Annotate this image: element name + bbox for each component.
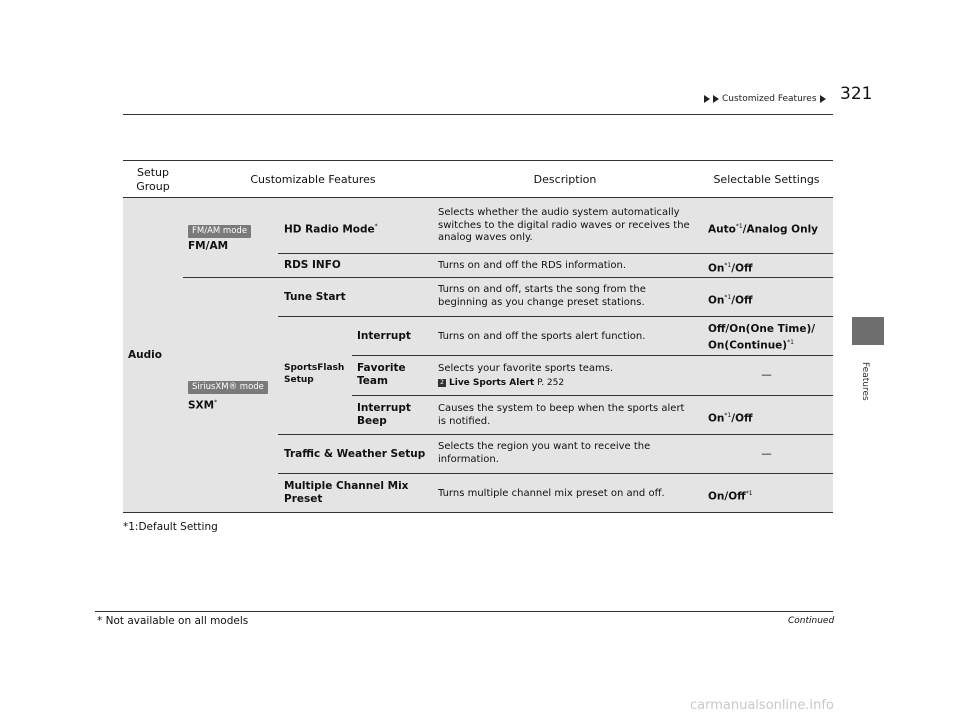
tune-start-settings [708, 291, 753, 308]
setting-separator: / [731, 412, 736, 425]
footnote-mark: *1 [787, 339, 794, 346]
column-header-line: Group [136, 180, 170, 193]
traffic-weather-description: Selects the region you want to receive the information. [438, 441, 651, 465]
column-header-features: Customizable Features [250, 173, 376, 186]
footer-rule [95, 611, 833, 612]
header-rule [123, 114, 833, 115]
row-divider [352, 395, 833, 396]
interrupt-description: Turns on and off the sports alert function. [438, 331, 646, 342]
tune-start-description: Turns on and off, starts the song from the beginning as you change preset stations. [438, 284, 646, 308]
interrupt-beep-settings [708, 409, 753, 426]
footer-availability-note: * Not available on all models [97, 615, 249, 627]
row-divider [278, 434, 833, 435]
column-header-settings: Selectable Settings [713, 173, 820, 186]
column-header-setup-group [123, 166, 183, 194]
reference-link[interactable]: Live Sports Alert [449, 377, 535, 388]
breadcrumb-label[interactable]: Customized Features [722, 94, 817, 104]
breadcrumb [704, 94, 826, 104]
footnote-mark: * [214, 399, 218, 406]
breadcrumb-arrow-icon [713, 95, 719, 103]
footnote-mark: *1 [724, 262, 732, 269]
siriusxm-mode-badge: SiriusXM® mode [188, 381, 268, 394]
section-tab [852, 317, 884, 345]
table-header-rule [123, 197, 833, 198]
sxm-label [188, 396, 217, 413]
row-divider [278, 316, 833, 317]
feature-label-line: Interrupt [357, 402, 411, 414]
row-divider [278, 253, 833, 254]
sportsflash-label-line: Setup [284, 375, 314, 385]
feature-label: HD Radio Mode [284, 223, 375, 236]
traffic-weather-settings: — [761, 448, 772, 460]
row-divider [352, 355, 833, 356]
setting-value: Analog Only [746, 223, 819, 236]
interrupt-beep-description: Causes the system to beep when the sports alert is notified. [438, 403, 685, 427]
setting-value: Off [735, 262, 753, 275]
interrupt-feature: Interrupt [357, 330, 411, 342]
favorite-team-feature [357, 362, 406, 388]
feature-label-line: Preset [284, 493, 323, 505]
reference-arrow-icon: 2 [438, 379, 446, 387]
footnote-mark: *1 [735, 223, 743, 230]
continued-label: Continued [788, 616, 835, 626]
breadcrumb-arrow-icon [704, 95, 710, 103]
traffic-weather-feature: Traffic & Weather Setup [284, 448, 426, 460]
reference-page: P. 252 [537, 377, 565, 388]
setting-separator: / [731, 262, 736, 275]
footnote-mark: *1 [745, 490, 753, 497]
column-header-description: Description [533, 173, 597, 186]
setting-value: Off [735, 294, 753, 307]
row-divider [183, 277, 833, 278]
setting-value: On [708, 490, 725, 503]
setting-value: Off [728, 490, 746, 503]
rds-info-description: Turns on and off the RDS information. [438, 260, 627, 271]
row-divider [278, 473, 833, 474]
setting-value: On [708, 294, 725, 307]
hd-radio-mode-feature [284, 220, 378, 237]
favorite-team-settings: — [761, 369, 772, 381]
interrupt-settings [708, 323, 815, 353]
group-label-audio: Audio [128, 349, 162, 361]
feature-label-line: Favorite [357, 362, 406, 374]
footnote-mark: *1 [724, 294, 732, 301]
feature-label-line: Multiple Channel Mix [284, 480, 409, 492]
favorite-team-description [438, 363, 613, 389]
cross-reference[interactable] [438, 377, 613, 390]
setting-separator: / [731, 294, 736, 307]
sportsflash-label-line: SportsFlash [284, 363, 345, 373]
fm-am-label: FM/AM [188, 240, 229, 252]
page-number: 321 [840, 84, 873, 104]
section-tab-label: Features [860, 362, 870, 401]
interrupt-beep-feature [357, 402, 411, 428]
setting-value: Auto [708, 223, 736, 236]
multiple-channel-mix-settings [708, 487, 753, 504]
default-setting-footnote: *1:Default Setting [123, 521, 218, 533]
sxm-label-text: SXM [188, 399, 215, 412]
setting-value: On [708, 412, 725, 425]
tune-start-feature: Tune Start [284, 291, 346, 303]
column-header-line: Setup [136, 166, 170, 179]
breadcrumb-arrow-icon [820, 95, 826, 103]
setting-separator: / [742, 223, 747, 236]
setting-value: On(Continue) [708, 339, 788, 352]
setting-value: On [708, 262, 725, 275]
rds-info-settings [708, 259, 753, 276]
footnote-mark: *1 [724, 412, 732, 419]
hd-radio-mode-description: Selects whether the audio system automatically switches to the digital radio waves or receives the analog waves only. [438, 207, 690, 243]
table-bottom-rule [123, 512, 833, 513]
hd-radio-mode-settings [708, 220, 818, 237]
multiple-channel-mix-feature [284, 480, 408, 506]
footnote-mark: * [374, 223, 378, 230]
multiple-channel-mix-description: Turns multiple channel mix preset on and off. [438, 488, 665, 499]
sportsflash-setup-label [284, 362, 344, 386]
description-text: Selects your favorite sports teams. [438, 363, 614, 374]
rds-info-feature: RDS INFO [284, 259, 341, 271]
feature-label-line: Team [357, 375, 388, 387]
setting-value: Off/On(One Time)/ [708, 323, 816, 335]
setting-separator: / [724, 490, 729, 503]
table-top-rule [123, 160, 833, 161]
fm-am-mode-badge: FM/AM mode [188, 225, 251, 238]
feature-label-line: Beep [357, 415, 387, 427]
setting-value: Off [735, 412, 753, 425]
watermark: carmanualsonline.info [690, 698, 834, 713]
